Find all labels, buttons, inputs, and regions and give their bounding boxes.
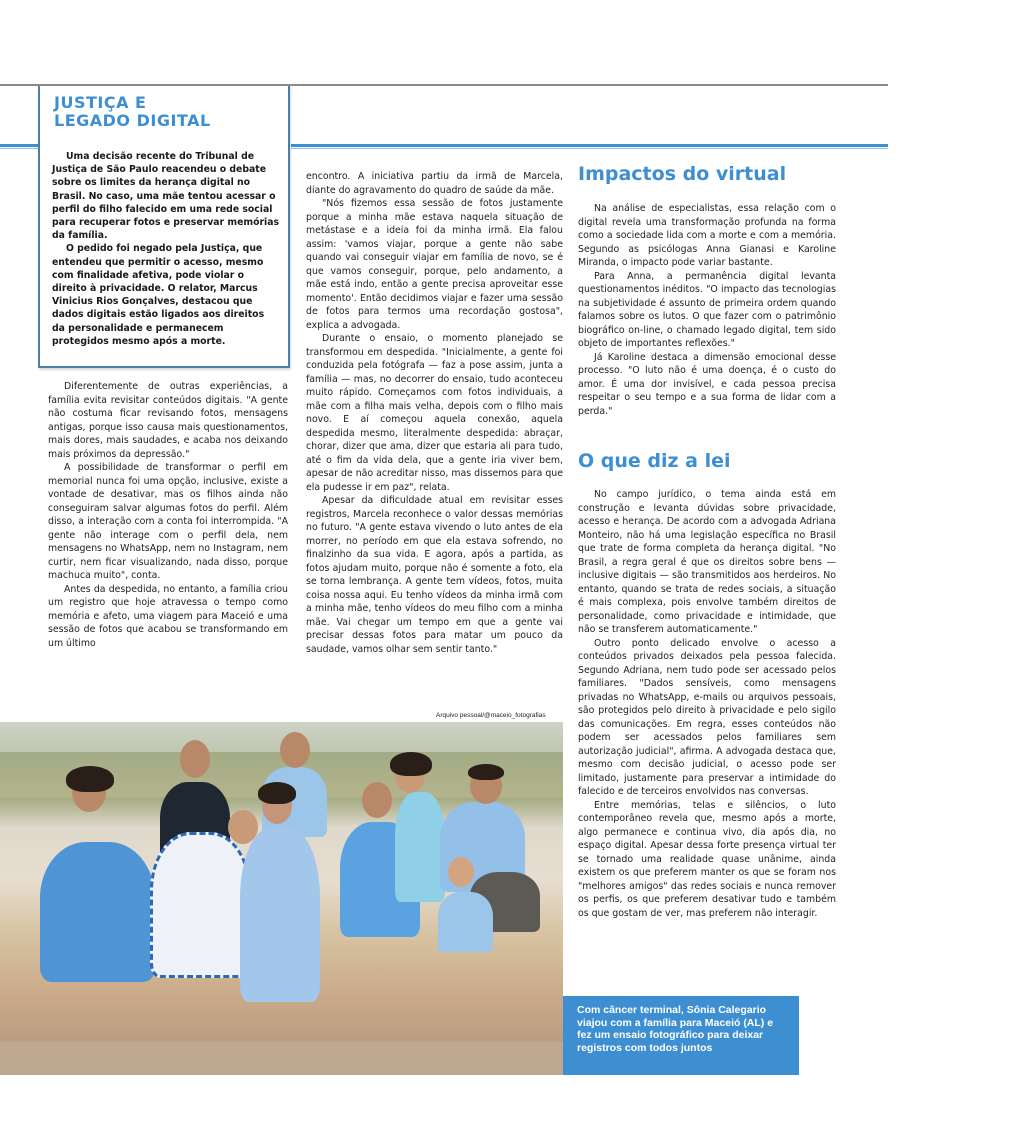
person-head — [180, 740, 210, 778]
person-hair — [66, 766, 114, 792]
sidebar-paragraph: O pedido foi negado pela Justiça, que entendeu que permitir o acesso, mesmo com finalidade afetiva, pode violar o direito à privacidade. O relator, Marcus Vinicius Rios Gonçalves, destacou que dados digitais estão ligados aos direitos da personalidade e permanecem protegidos mesmo após a morte. — [52, 243, 265, 347]
article-paragraph: Na análise de especialistas, essa relação com o digital revela uma transformação profunda na forma como a sociedade lida com a morte e com a memória. Segundo as psicólogas Anna Gianasi e Karoline Miranda, o impacto pode variar bastante. — [578, 203, 836, 268]
article-paragraph: Durante o ensaio, o momento planejado se transformou em despedida. "Inicialmente, a gente foi conduzida pela fotógrafa — faz a pose assim, junta a família — mas, no decorrer do ensaio, tudo aconteceu muito rápido. Começamos com fotos individuais, a mãe com a filha mais velha, depois com o filho mais novo. E aí começou aquela conexão, aquela despedida mesmo, literalmente despedida: abraçar, chorar, dizer que ama, dizer que estaria ali para tudo, até o fim da vida dela, que a gente iria viver bem, apesar de não acreditar nisso, mas dissemos para que ela pudesse ir em paz", relata. — [306, 333, 563, 493]
person-figure — [438, 892, 493, 952]
article-paragraph: Diferentemente de outras experiências, a família evita revisitar conteúdos digitais. "A gente não costuma ficar revisando fotos, mensagens antigas, porque isso causa mais questionamentos, mais dores, mais saudades, e acaba nos deixando mais próximos da depressão." — [48, 381, 288, 460]
sidebar-box-title — [54, 94, 211, 130]
article-column-3-impactos — [578, 202, 836, 418]
heading-impactos-do-virtual: Impactos do virtual — [578, 163, 787, 185]
person-head — [280, 732, 310, 768]
article-paragraph: "Nós fizemos essa sessão de fotos justamente porque a minha mãe estava naquela situação de metástase e a ideia foi da minha irmã. Ela falou assim: 'vamos viajar, porque a gente não sabe quando vai conseguir viajar em família de novo, se é que vamos conseguir, porque, pelo andamento, a mãe está indo, então a gente precisa aproveitar esse momento'. Então decidimos viajar e fazer uma sessão de fotos para termos uma recordação gostosa", explica a advogada. — [306, 198, 563, 331]
family-photo — [0, 722, 563, 1075]
article-paragraph: Outro ponto delicado envolve o acesso a conteúdos privados deixados pela pessoa falecida. Segundo Adriana, nem tudo pode ser acessado pelos familiares. "Dados sensíveis, como mensagens privadas no WhatsApp, e-mails ou arquivos pessoais, são protegidos pelo direito à privacidade e pelo sigilo das comunicações. Em regra, esses conteúdos não podem ser acessados pelos familiares sem autorização judicial", afirma. A advogada destaca que, mesmo com decisão judicial, o acesso pode ser limitado, justamente para preservar a intimidade do falecido e de terceiros envolvidos nas conversas. — [578, 637, 836, 797]
article-column-3-lei — [578, 488, 836, 920]
person-figure — [395, 792, 445, 902]
photo-water — [0, 1042, 563, 1075]
photo-credit: Arquivo pessoal/@maceio_fotografias — [436, 712, 546, 719]
article-paragraph: Apesar da dificuldade atual em revisitar esses registros, Marcela reconhece o valor dessas memórias no futuro. "A gente estava vivendo o luto antes de ela morrer, no período em que ela estava sofrendo, no finalzinho da sua vida. E agora, após a partida, as fotos ajudam muito, porque não é somente a foto, ela se torna lembrança. A gente tem vídeos, fotos, muita coisa nossa aqui. Eu tenho vídeos da minha irmã com a minha mãe, tenho vídeos do meu filho com a minha mãe. Vai chegar um tempo em que a gente vai precisar dessas fotos para matar um pouco da saudade, vamos olhar sem sentir tanto." — [306, 495, 563, 655]
heading-o-que-diz-a-lei: O que diz a lei — [578, 450, 731, 472]
sidebar-title-line1: JUSTIÇA E — [54, 93, 147, 112]
sidebar-box-justica — [38, 86, 290, 368]
person-hair — [468, 764, 504, 780]
section-rule-light — [291, 148, 888, 149]
sidebar-paragraph: Uma decisão recente do Tribunal de Justiça de São Paulo reacendeu o debate sobre os limites da herança digital no Brasil. No caso, uma mãe tentou acessar o perfil do filho falecido em uma rede social para recuperar fotos e preservar memórias da família. — [52, 151, 280, 242]
person-hair — [390, 752, 432, 776]
person-figure — [40, 842, 155, 982]
article-paragraph: Antes da despedida, no entanto, a família criou um registro que hoje atravessa o tempo como memória e afeto, uma viagem para Maceió e uma sessão de fotos que acabou se transformando em um último — [48, 583, 288, 649]
photo-caption: Com câncer terminal, Sônia Calegario viajou com a família para Maceió (AL) e fez um ensaio fotográfico para deixar registros com todos juntos — [563, 996, 799, 1075]
person-figure — [150, 832, 251, 978]
section-rule-left-light — [0, 148, 40, 149]
person-head — [448, 857, 474, 887]
section-rule — [291, 144, 888, 147]
article-paragraph: Entre memórias, telas e silêncios, o luto contemporâneo revela que, mesmo após a morte, algo permanece e continua vivo, dia após dia, no espaço digital. Apesar dessa forte presença virtual ter se tornado uma realidade quase unânime, ainda existem os que preferem manter os que se foram nos "melhores amigos" das redes sociais e nunca remover os perfis, os que preferem desativar tudo e também os que gostam de ver, mas preferem não interagir. — [578, 799, 836, 919]
article-paragraph: Para Anna, a permanência digital levanta questionamentos inéditos. "O impacto das tecnologias na subjetividade é assunto de primeira ordem quando falamos sobre os lutos. O que fazer com o patrimônio biográfico on-line, o chamado legado digital, tem sido objeto de importantes reflexões." — [578, 270, 836, 349]
person-head — [362, 782, 392, 818]
article-column-1 — [48, 380, 288, 650]
article-paragraph: A possibilidade de transformar o perfil em memorial nunca foi uma opção, inclusive, existe a vontade de desativar, mas os filhos ainda não conseguiram salvar algumas fotos do perfil. Além disso, a interação com a conta foi interrompida. "A gente não interage com o perfil dela, nem mensagens no WhatsApp, nem no Instagram, nem curtir, nem ficar visualizando, nada disso, porque machuca muito", conta. — [48, 462, 288, 581]
article-column-2 — [306, 170, 563, 656]
article-paragraph: Já Karoline destaca a dimensão emocional desse processo. "O luto não é uma doença, é o custo do amor. É uma dor invisível, e cada pessoa precisa respeitar o seu tempo e a sua forma de lidar com a perda." — [578, 351, 836, 417]
article-paragraph-continued: encontro. A iniciativa partiu da irmã de Marcela, diante do agravamento do quadro de saúde da mãe. — [306, 171, 563, 196]
person-hair — [258, 782, 296, 804]
article-paragraph: No campo jurídico, o tema ainda está em construção e levanta dúvidas sobre privacidade, acesso e herança. De acordo com a advogada Adriana Monteiro, não há uma legislação específica no Brasil que trate de forma completa da herança digital. "No Brasil, a regra geral é que os direitos sobre bens — inclusive digitais — são transmitidos aos herdeiros. No entanto, quando se trata de redes sociais, a situação é mais complexa, pois envolve também direitos de personalidade, como privacidade e intimidade, que não se transferem automaticamente." — [578, 489, 836, 635]
person-figure — [240, 827, 320, 1002]
section-rule-left — [0, 144, 40, 147]
sidebar-box-body — [52, 150, 280, 348]
sidebar-title-line2: LEGADO DIGITAL — [54, 111, 211, 130]
